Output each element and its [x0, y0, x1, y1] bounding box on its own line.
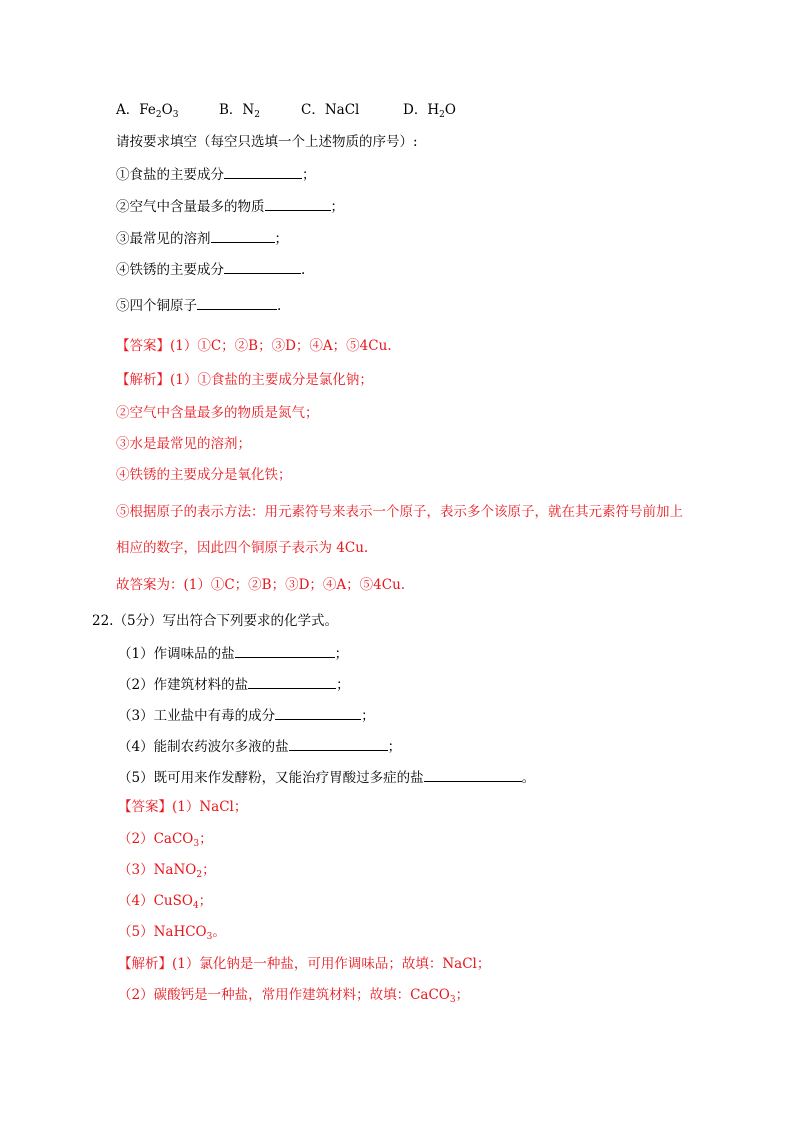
- fill-item: （3）工业盐中有毒的成分 ；: [118, 704, 375, 726]
- fill-item: ④铁锈的主要成分 .: [116, 258, 305, 280]
- analysis-line: 【解析】(1）①食盐的主要成分是氯化钠；: [116, 372, 373, 388]
- answer-line: 【答案】(1）①C；②B；③D；④A；⑤4Cu.: [116, 338, 392, 354]
- answer-blank[interactable]: [235, 642, 335, 658]
- answer-blank[interactable]: [197, 294, 277, 310]
- final-answer-line: 故答案为：(1）①C；②B；③D；④A；⑤4Cu.: [116, 577, 406, 593]
- answer-line: 【答案】(1）NaCl；: [118, 799, 248, 815]
- fill-item: （1）作调味品的盐 ；: [118, 642, 348, 664]
- option-b: B．$N_2$: [219, 102, 260, 120]
- answer-blank[interactable]: [248, 673, 336, 689]
- answer-line: （2）CaCO$_3$；: [118, 831, 213, 849]
- answer-blank[interactable]: [275, 704, 361, 720]
- answer-line: （3）NaNO$_2$；: [118, 862, 216, 880]
- option-d: D．$H_2O$: [403, 102, 456, 120]
- fill-item: （4）能制农药波尔多液的盐 ；: [118, 735, 401, 757]
- answer-blank[interactable]: [211, 227, 275, 243]
- option-a: A．$Fe_2O_3$: [116, 102, 179, 120]
- instruction: 请按要求填空（每空只选填一个上述物质的序号）:: [116, 134, 418, 150]
- fill-item: ②空气中含量最多的物质 ；: [116, 195, 344, 217]
- analysis-line: （2）碳酸钙是一种盐，常用作建筑材料；故填：CaCO$_3$；: [118, 987, 470, 1005]
- analysis-line: 相应的数字，因此四个铜原子表示为 4Cu.: [116, 540, 369, 556]
- fill-item: ⑤四个铜原子 .: [116, 294, 281, 316]
- answer-line: （5）NaHCO$_3$。: [118, 924, 226, 942]
- answer-blank[interactable]: [224, 163, 302, 179]
- analysis-line: ②空气中含量最多的物质是氮气；: [116, 405, 319, 421]
- answer-blank[interactable]: [424, 766, 522, 782]
- fill-item: ③最常见的溶剂 ；: [116, 227, 288, 249]
- fill-item: ①食盐的主要成分 ；: [116, 163, 316, 185]
- answer-blank[interactable]: [224, 258, 301, 274]
- option-c: C．NaCl: [301, 102, 360, 118]
- options-row: [116, 100, 456, 120]
- answer-blank[interactable]: [265, 195, 331, 211]
- analysis-line: 【解析】(1）氯化钠是一种盐，可用作调味品；故填：NaCl；: [118, 956, 491, 972]
- answer-blank[interactable]: [289, 735, 388, 751]
- analysis-line: ③水是最常见的溶剂；: [116, 436, 251, 452]
- fill-item: （5）既可用来作发酵粉，又能治疗胃酸过多症的盐 。: [118, 766, 535, 788]
- analysis-line: ④铁锈的主要成分是氧化铁；: [116, 467, 292, 483]
- fill-item: （2）作建筑材料的盐 ；: [118, 673, 350, 695]
- question-title: 22.（5分）写出符合下列要求的化学式。: [92, 613, 339, 629]
- analysis-line: ⑤根据原子的表示方法：用元素符号来表示一个原子，表示多个该原子，就在其元素符号前加上: [116, 504, 683, 520]
- answer-line: （4）CuSO$_4$；: [118, 893, 213, 911]
